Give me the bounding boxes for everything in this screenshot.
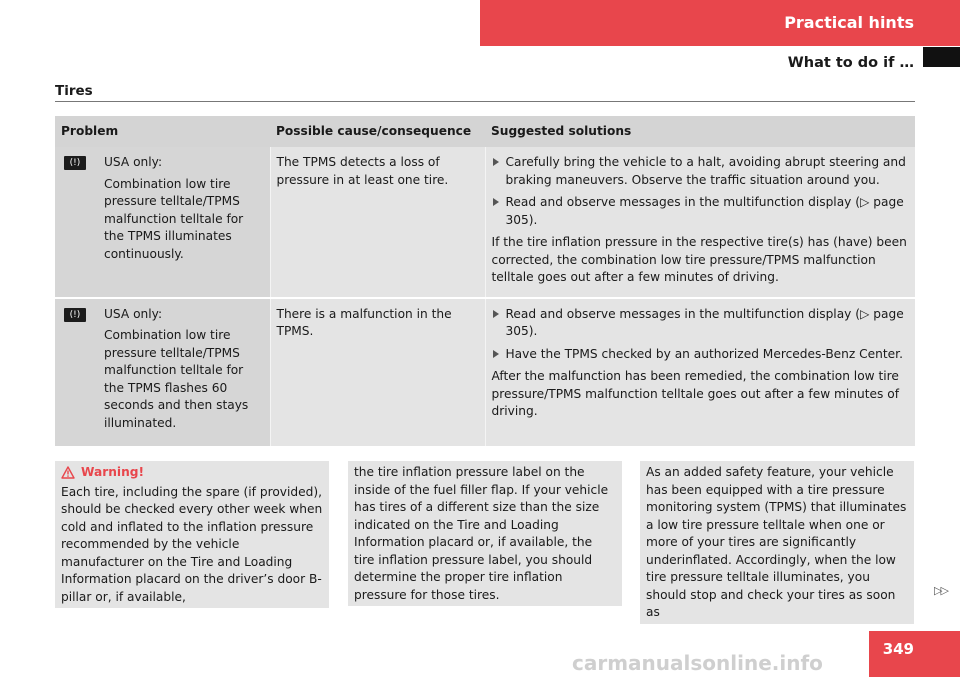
solution-step: Carefully bring the vehicle to a halt, avoiding abrupt steering and braking maneuvers. Observe the traffic situation around you. xyxy=(492,154,910,189)
solutions-cell xyxy=(485,298,915,447)
continued-marker: ▷▷ xyxy=(934,584,947,597)
problem-region: USA only: xyxy=(104,306,163,321)
page-number: 349 xyxy=(882,640,914,658)
troubleshooting-table xyxy=(55,116,915,446)
solutions-cell xyxy=(485,147,915,298)
cause-cell: The TPMS detects a loss of pressure in at least one tire. xyxy=(270,147,485,298)
page-number-tab xyxy=(869,631,960,677)
solution-note: After the malfunction has been remedied, the combination low tire pressure/TPMS malfunction telltale goes out after a few minutes of driving. xyxy=(491,369,899,418)
watermark: carmanualsonline.info xyxy=(572,651,823,675)
problem-region: USA only: xyxy=(104,155,163,169)
warning-box xyxy=(55,461,329,608)
heading-rule xyxy=(55,101,915,102)
section-title: Practical hints xyxy=(784,13,914,32)
warning-text: Each tire, including the spare (if provided), should be checked every other week when cold and inflated to the inflation pressure recommended by the vehicle manufacturer on the Tire and Loading Information placard on the driver’s door B-pillar or, if available, xyxy=(61,484,323,604)
warning-title: Warning! xyxy=(81,465,145,479)
corner-marker xyxy=(923,47,960,67)
table-row xyxy=(55,298,915,447)
column-header-cause: Possible cause/consequence xyxy=(270,116,485,147)
tire-pressure-warning-icon: (!) xyxy=(64,156,86,170)
warning-continuation: the tire inflation pressure label on the inside of the fuel filler flap. If your vehicle has tires of a different size than the size indicated on the Tire and Loading Information placard or, if available, the tire inflation pressure label, you should determine the proper tire inflation pressure for those tires. xyxy=(348,461,622,606)
tire-pressure-warning-icon: (!) xyxy=(64,308,86,322)
subsection-title: What to do if … xyxy=(787,55,914,71)
tpms-info-text: As an added safety feature, your vehicle has been equipped with a tire pressure monitoring system (TPMS) that illuminates a low tire pressure telltale when one or more of your tires are significantly underinflated. Accordingly, when the low tire pressure telltale illuminates, you should stop and check your tires as soon as xyxy=(640,461,914,624)
column-header-problem: Problem xyxy=(55,116,270,147)
solution-step: Read and observe messages in the multifunction display (▷ page 305). xyxy=(492,194,910,229)
problem-description: Combination low tire pressure telltale/TPMS malfunction telltale for the TPMS flashes 60 seconds and then stays illuminated. xyxy=(104,328,249,430)
solution-note: If the tire inflation pressure in the respective tire(s) has (have) been corrected, the combination low tire pressure/TPMS malfunction telltale goes out after a few minutes of driving. xyxy=(491,235,907,284)
page-heading: Tires xyxy=(55,83,93,99)
section-tab xyxy=(480,0,960,46)
cause-cell: There is a malfunction in the TPMS. xyxy=(270,298,485,447)
warning-triangle-icon xyxy=(61,466,75,479)
column-header-solutions: Suggested solutions xyxy=(485,116,915,147)
solution-step: Read and observe messages in the multifunction display (▷ page 305). xyxy=(492,306,910,341)
table-row xyxy=(55,147,915,298)
solution-step: Have the TPMS checked by an authorized Mercedes-Benz Center. xyxy=(492,346,910,364)
problem-cell xyxy=(55,298,270,447)
problem-cell xyxy=(55,147,270,298)
table-header-row xyxy=(55,116,915,147)
problem-description: Combination low tire pressure telltale/TPMS malfunction telltale for the TPMS illuminates continuously. xyxy=(104,176,244,261)
